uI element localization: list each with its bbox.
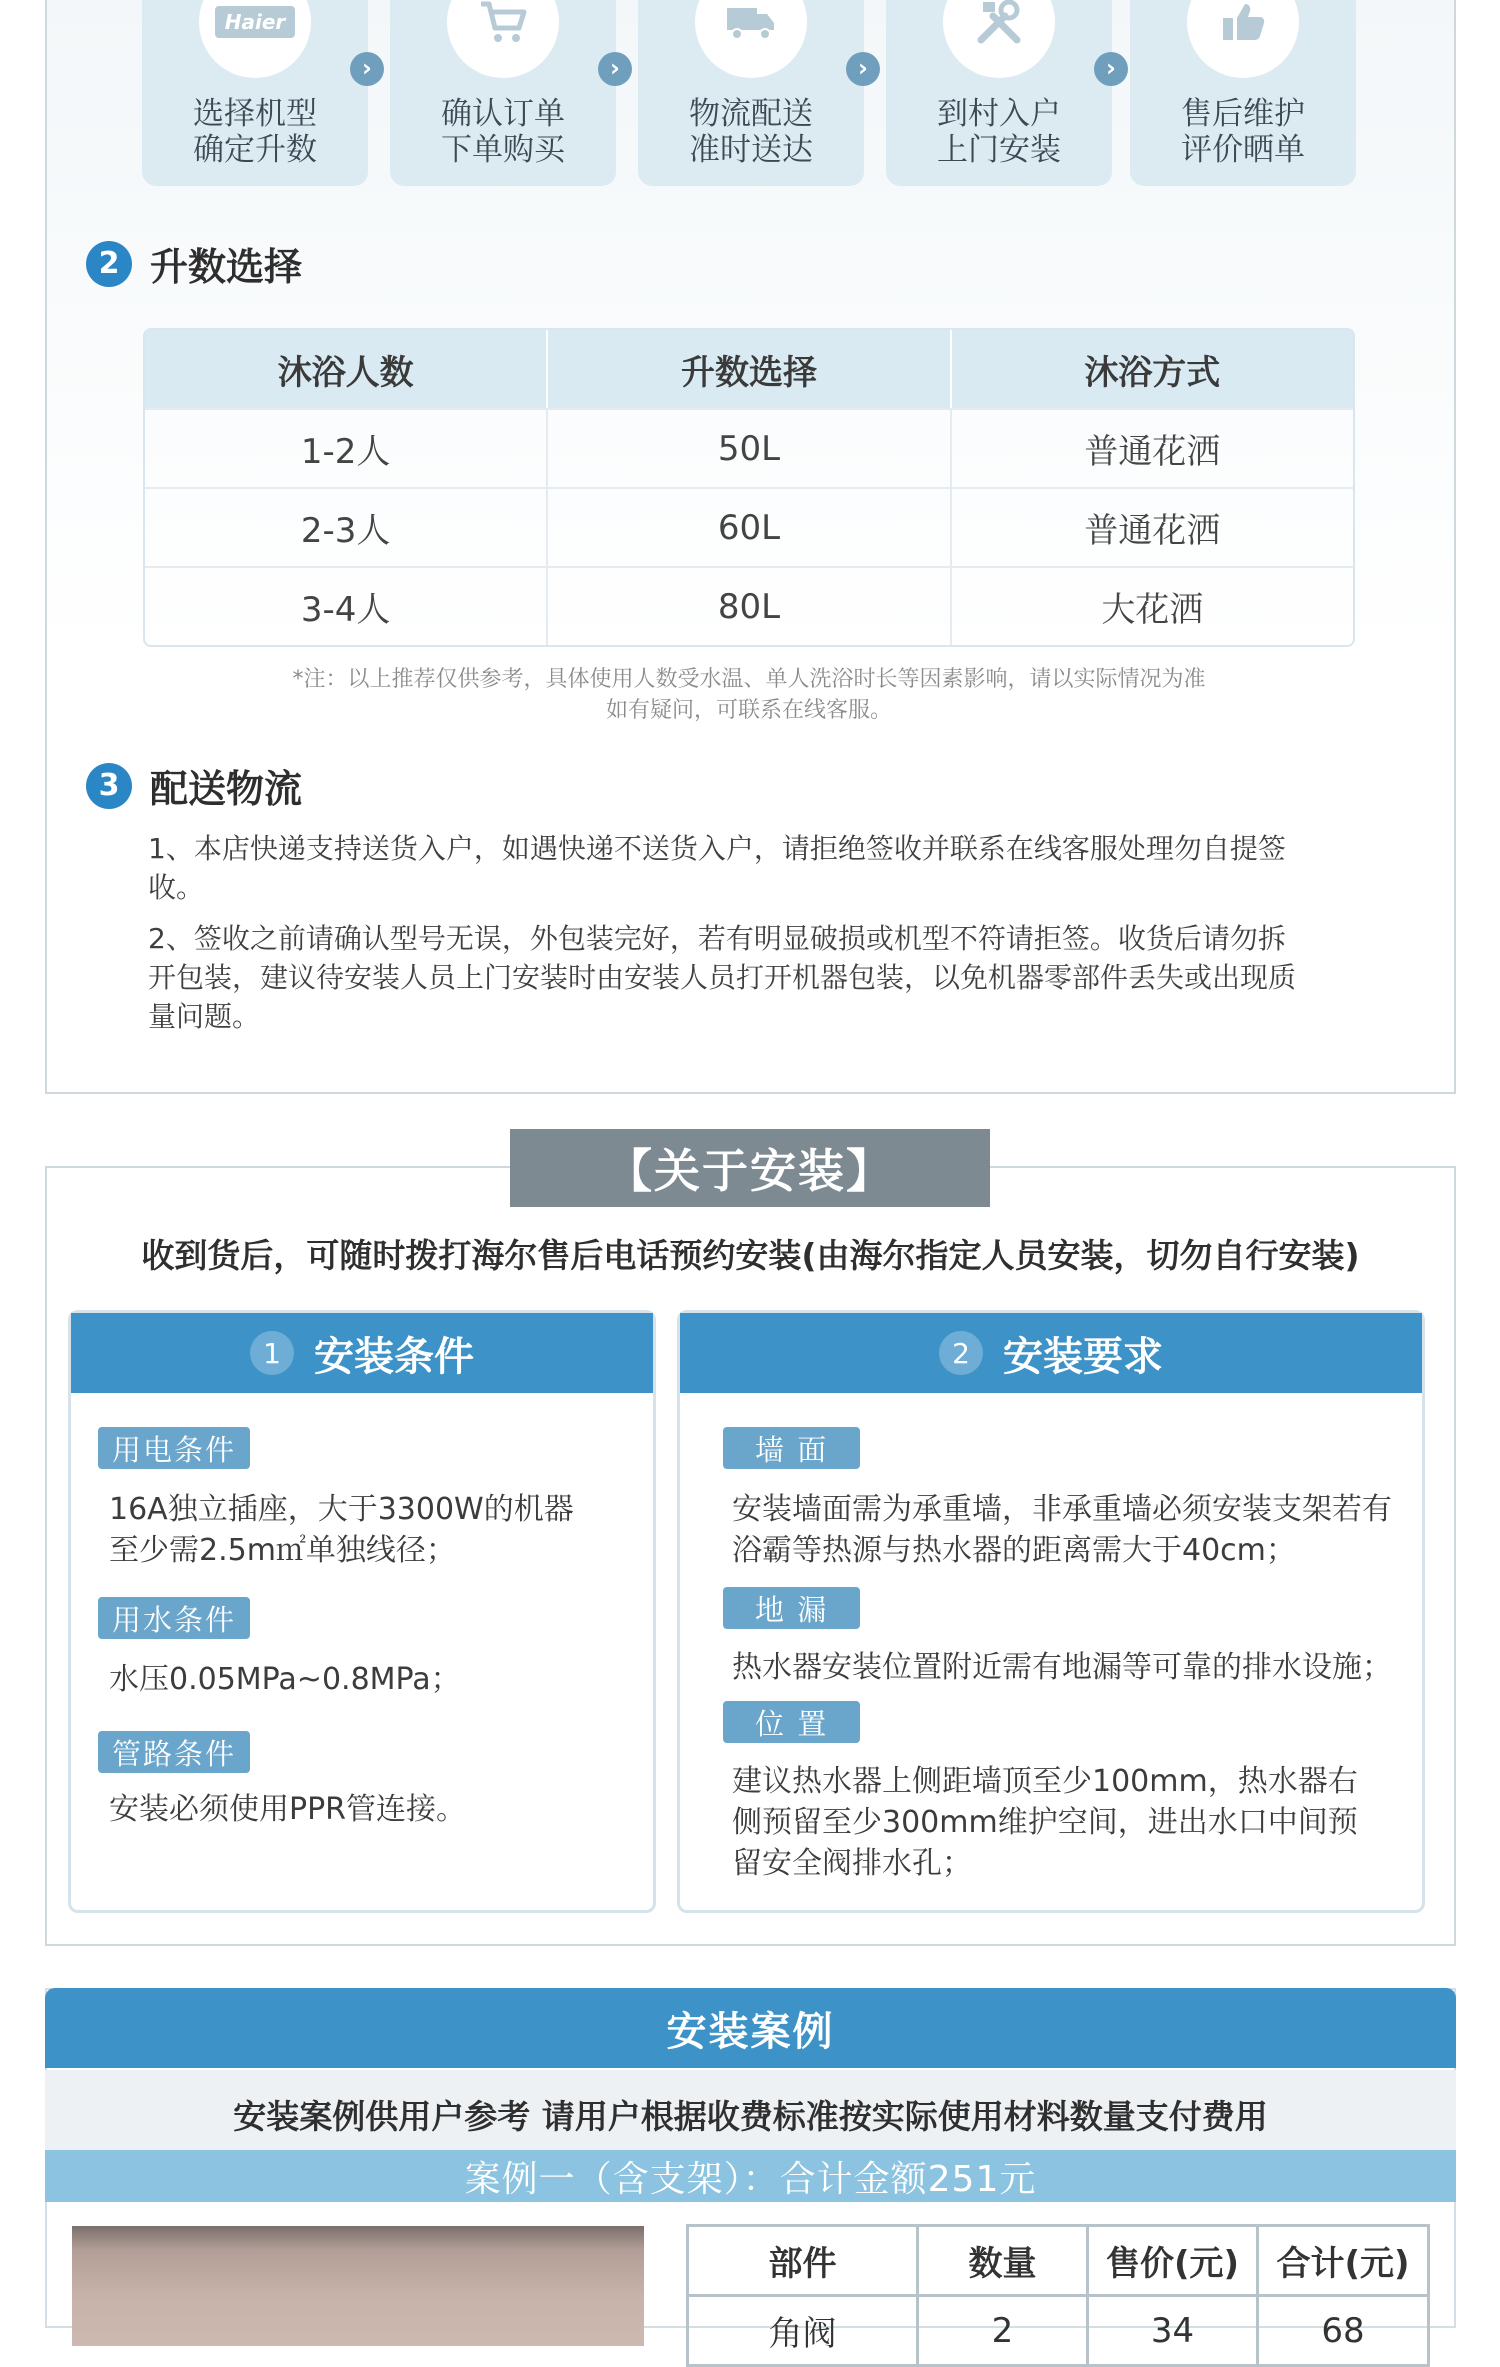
logistics-paragraph-1: 1、本店快递支持送货入户，如遇快递不送货入户，请拒绝签收并联系在线客服处理勿自提签收。 [148, 832, 1286, 904]
section-number-badge: 3 [86, 763, 132, 809]
install-section-title: 【关于安装】 [510, 1129, 990, 1207]
note-line: *注：以上推荐仅供参考，具体使用人数受水温、单人洗浴时长等因素影响，请以实际情况为准 [292, 667, 1206, 692]
table-header-cell: 升数选择 [546, 330, 949, 408]
chevron-right-icon: › [350, 52, 384, 86]
table-cell: 2 [918, 2296, 1088, 2366]
section-title: 升数选择 [150, 245, 303, 289]
table-row [145, 408, 1353, 487]
table-row [145, 566, 1353, 645]
table-header-cell: 售价(元) [1088, 2226, 1258, 2296]
panel-number-badge: 1 [250, 1331, 294, 1375]
table-header-cell: 沐浴人数 [277, 352, 414, 393]
panel-title: 安装要求 [1003, 1333, 1163, 1380]
chevron-right-icon: › [1094, 52, 1128, 86]
case-subtitle: 安装案例供用户参考 请用户根据收费标准按实际使用材料数量支付费用 [45, 2070, 1456, 2158]
flow-step-confirm-order [390, 0, 616, 186]
table-cell: 68 [1258, 2296, 1429, 2366]
flow-step-label: 确认订单 下单购买 [441, 96, 565, 168]
table-row [145, 487, 1353, 566]
logistics-section-heading [86, 758, 302, 813]
table-cell: 普通花洒 [950, 410, 1353, 487]
truck-icon [695, 0, 807, 78]
table-cell: 1-2人 [300, 432, 391, 472]
table-cell: 60L [546, 489, 949, 566]
case1-title: 案例一（含支架）：合计金额251元 [45, 2150, 1456, 2202]
note-line: 如有疑问，可联系在线客服。 [605, 698, 892, 723]
condition-text-power: 16A独立插座，大于3300W的机器至少需2.5m㎡单独线径； [109, 1492, 574, 1568]
requirement-text-position: 建议热水器上侧距墙顶至少100mm，热水器右侧预留至少300mm维护空间，进出水口中间预留安全阀排水孔； [732, 1764, 1358, 1881]
volume-note [143, 664, 1355, 726]
table-cell: 80L [546, 568, 949, 645]
requirement-text-wall: 安装墙面需为承重墙，非承重墙必须安装支架若有浴霸等热源与热水器的距离需大于40cm； [732, 1492, 1392, 1568]
requirement-tag-drain: 地 漏 [723, 1587, 860, 1629]
table-cell: 普通花洒 [950, 489, 1353, 566]
install-requirements-panel [677, 1310, 1425, 1913]
flow-step-installation [886, 0, 1112, 186]
table-header-row [688, 2226, 1429, 2296]
panel-title: 安装条件 [314, 1333, 474, 1380]
case-price-table [686, 2224, 1430, 2367]
chevron-right-icon: › [846, 52, 880, 86]
case-photo [72, 2226, 644, 2346]
table-header-cell: 合计(元) [1258, 2226, 1429, 2296]
condition-tag-pipe: 管路条件 [98, 1731, 250, 1773]
install-subtitle: 收到货后，可随时拨打海尔售后电话预约安装(由海尔指定人员安装，切勿自行安装) [141, 1236, 1360, 1275]
table-cell: 角阀 [688, 2296, 918, 2366]
case-section-title: 安装案例 [45, 1988, 1456, 2068]
table-header-cell: 数量 [918, 2226, 1088, 2296]
panel-number-badge: 2 [939, 1331, 983, 1375]
tools-icon [943, 0, 1055, 78]
table-row [688, 2296, 1429, 2366]
condition-tag-power: 用电条件 [98, 1427, 250, 1469]
logistics-paragraph-2: 2、签收之前请确认型号无误，外包装完好，若有明显破损或机型不符请拒签。收货后请勿拆开包装，建议待安装人员上门安装时由安装人员打开机器包装，以免机器零部件丢失或出现质量问题。 [148, 922, 1297, 1033]
table-header-cell: 沐浴方式 [950, 330, 1353, 408]
table-cell: 34 [1088, 2296, 1258, 2366]
panel-header [680, 1313, 1422, 1393]
flow-step-logistics [638, 0, 864, 186]
panel-header [71, 1313, 653, 1393]
requirement-tag-wall: 墙 面 [723, 1427, 860, 1469]
thumbs-up-icon [1187, 0, 1299, 78]
cart-icon [447, 0, 559, 78]
section-title: 配送物流 [150, 767, 303, 811]
flow-step-select-model [142, 0, 368, 186]
flow-step-label: 物流配送 准时送达 [689, 96, 813, 168]
chevron-right-icon: › [598, 52, 632, 86]
table-cell: 大花洒 [950, 568, 1353, 645]
volume-section-heading [86, 236, 302, 291]
table-cell: 50L [546, 410, 949, 487]
table-header-cell: 部件 [688, 2226, 918, 2296]
flow-step-label: 选择机型 确定升数 [193, 96, 317, 168]
section-number-badge: 2 [86, 241, 132, 287]
flow-step-label: 售后维护 评价晒单 [1181, 96, 1305, 168]
condition-text-pipe: 安装必须使用PPR管连接。 [109, 1792, 467, 1827]
table-cell: 3-4人 [300, 590, 391, 630]
condition-text-water: 水压0.05MPa~0.8MPa； [109, 1662, 461, 1697]
requirement-text-drain: 热水器安装位置附近需有地漏等可靠的排水设施； [732, 1650, 1392, 1685]
table-cell: 2-3人 [300, 511, 391, 551]
install-conditions-panel [68, 1310, 656, 1913]
requirement-tag-position: 位 置 [723, 1701, 860, 1743]
condition-tag-water: 用水条件 [98, 1597, 250, 1639]
flow-step-after-sales [1130, 0, 1356, 186]
volume-table [143, 328, 1355, 647]
haier-logo-icon: Haier [199, 0, 311, 78]
flow-step-label: 到村入户 上门安装 [937, 96, 1061, 168]
purchase-flow [142, 0, 1356, 186]
table-header-row [145, 330, 1353, 408]
